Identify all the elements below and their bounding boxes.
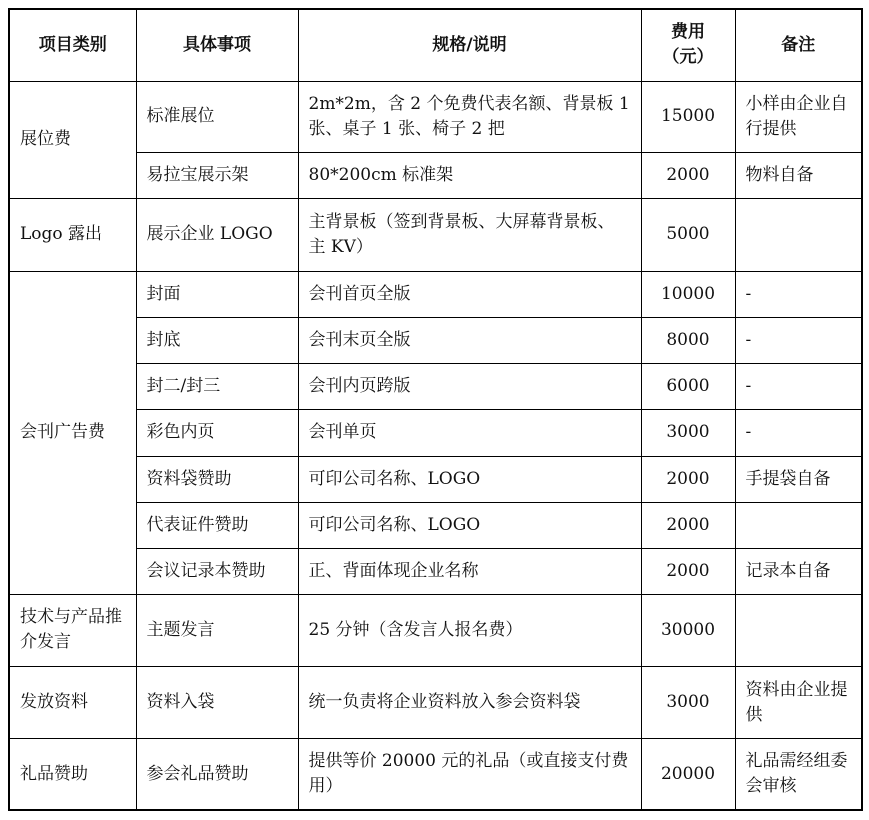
fee-cell: 2000 — [641, 152, 735, 198]
note-cell: - — [735, 364, 862, 410]
category-cell: 发放资料 — [9, 667, 136, 739]
header-note: 备注 — [735, 9, 862, 81]
item-cell: 展示企业 LOGO — [136, 198, 298, 271]
header-row — [9, 9, 862, 81]
item-cell: 参会礼品赞助 — [136, 739, 298, 810]
item-cell: 资料入袋 — [136, 667, 298, 739]
category-cell: 展位费 — [9, 81, 136, 198]
note-cell: 礼品需经组委会审核 — [735, 739, 862, 810]
sponsorship-fee-table — [8, 8, 863, 811]
fee-cell: 2000 — [641, 502, 735, 548]
category-cell: 礼品赞助 — [9, 739, 136, 810]
fee-cell: 2000 — [641, 456, 735, 502]
fee-cell: 10000 — [641, 272, 735, 318]
note-cell — [735, 594, 862, 666]
table-row — [9, 198, 862, 271]
note-cell: 物料自备 — [735, 152, 862, 198]
fee-cell: 30000 — [641, 594, 735, 666]
spec-cell: 会刊内页跨版 — [298, 364, 641, 410]
item-cell: 资料袋赞助 — [136, 456, 298, 502]
item-cell: 封二/封三 — [136, 364, 298, 410]
table-row — [9, 739, 862, 810]
fee-cell: 8000 — [641, 318, 735, 364]
item-cell: 主题发言 — [136, 594, 298, 666]
note-cell: - — [735, 272, 862, 318]
header-spec: 规格/说明 — [298, 9, 641, 81]
spec-cell: 会刊末页全版 — [298, 318, 641, 364]
table-row — [9, 456, 862, 502]
spec-cell: 正、背面体现企业名称 — [298, 548, 641, 594]
note-cell: 手提袋自备 — [735, 456, 862, 502]
note-cell: - — [735, 410, 862, 456]
header-fee: 费用（元） — [641, 9, 735, 81]
item-cell: 易拉宝展示架 — [136, 152, 298, 198]
table-row — [9, 502, 862, 548]
item-cell: 会议记录本赞助 — [136, 548, 298, 594]
category-cell: 技术与产品推介发言 — [9, 594, 136, 666]
spec-cell: 可印公司名称、LOGO — [298, 456, 641, 502]
note-cell: 记录本自备 — [735, 548, 862, 594]
note-cell — [735, 502, 862, 548]
fee-cell: 15000 — [641, 81, 735, 152]
spec-cell: 25 分钟（含发言人报名费） — [298, 594, 641, 666]
fee-cell: 3000 — [641, 410, 735, 456]
header-category: 项目类别 — [9, 9, 136, 81]
table-row — [9, 152, 862, 198]
item-cell: 彩色内页 — [136, 410, 298, 456]
item-cell: 封底 — [136, 318, 298, 364]
item-cell: 代表证件赞助 — [136, 502, 298, 548]
table-row — [9, 667, 862, 739]
spec-cell: 提供等价 20000 元的礼品（或直接支付费用） — [298, 739, 641, 810]
table-row — [9, 272, 862, 318]
fee-cell: 6000 — [641, 364, 735, 410]
spec-cell: 80*200cm 标准架 — [298, 152, 641, 198]
table-row — [9, 594, 862, 666]
spec-cell: 会刊首页全版 — [298, 272, 641, 318]
table-row — [9, 318, 862, 364]
table-row — [9, 410, 862, 456]
table-row — [9, 364, 862, 410]
spec-cell: 统一负责将企业资料放入参会资料袋 — [298, 667, 641, 739]
header-item: 具体事项 — [136, 9, 298, 81]
item-cell: 封面 — [136, 272, 298, 318]
spec-cell: 会刊单页 — [298, 410, 641, 456]
category-cell: 会刊广告费 — [9, 272, 136, 595]
note-cell: 小样由企业自行提供 — [735, 81, 862, 152]
spec-cell: 主背景板（签到背景板、大屏幕背景板、主 KV） — [298, 198, 641, 271]
spec-cell: 2m*2m，含 2 个免费代表名额、背景板 1 张、桌子 1 张、椅子 2 把 — [298, 81, 641, 152]
fee-cell: 20000 — [641, 739, 735, 810]
spec-cell: 可印公司名称、LOGO — [298, 502, 641, 548]
table-row — [9, 81, 862, 152]
note-cell: - — [735, 318, 862, 364]
note-cell — [735, 198, 862, 271]
fee-cell: 2000 — [641, 548, 735, 594]
fee-cell: 5000 — [641, 198, 735, 271]
fee-cell: 3000 — [641, 667, 735, 739]
item-cell: 标准展位 — [136, 81, 298, 152]
table-row — [9, 548, 862, 594]
category-cell: Logo 露出 — [9, 198, 136, 271]
note-cell: 资料由企业提供 — [735, 667, 862, 739]
